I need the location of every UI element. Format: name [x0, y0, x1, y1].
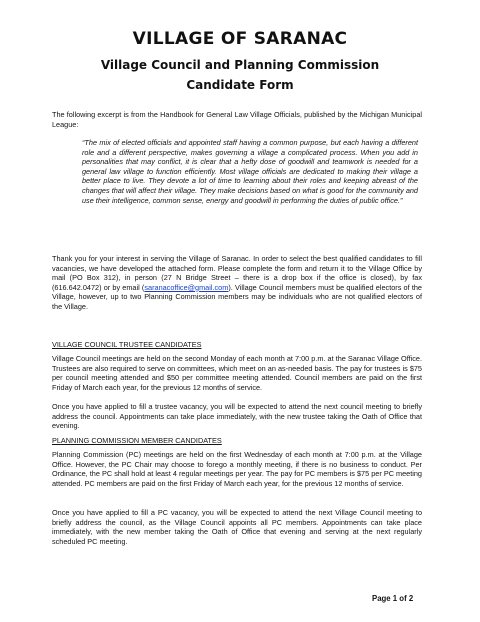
document-subtitle: Village Council and Planning Commission: [100, 58, 380, 72]
pc-meetings-paragraph: Planning Commission (PC) meetings are held on the first Wednesday of each month at 7:00 p.m. at the Village Office. However, the PC Chair may choose to forego a monthly meeting, if there is no business to conduct. Per Ordinance, the PC shall hold at least 4 regular meetings per year. The pay for PC members is $75 per PC meeting attended. PC members are paid on the first Friday of March each year, for the previous 12 months of service.: [52, 450, 422, 488]
trustee-application-paragraph: Once you have applied to fill a trustee vacancy, you will be expected to attend the next council meeting to briefly address the council. Appointments can take place immediately, with the new trustee taking the Oath of Office that evening.: [52, 402, 422, 431]
document-title: VILLAGE OF SARANAC: [132, 29, 348, 49]
handbook-quote: “The mix of elected officials and appointed staff having a common purpose, but each having a different role and a different perspective, makes governing a village a complicated process. When you add in personalities that may conflict, it is clear that a hefty dose of goodwill and teamwork is needed for a general law village to function efficiently. Most village officials are dedicated to making their village a better place to live. They devote a lot of time to learning about their roles and keeping abreast of the changes that will affect their village. They make decisions based on what is good for the community and use their intelligence, common sense, energy and goodwill in performing the duties of public office.”: [82, 138, 418, 205]
thanks-text-start: Thank you for your interest in serving the Village of Saranac. In order to select the best qualified candidates to fill vacancies, we have developed the attached form. Please complete the form and return it to the Village Office by mail (PO Box 312), in person (27 N Bridge Street – there is a drop box if the office is closed), by fax (616.642.0472) or by email (: [52, 254, 422, 292]
trustee-section-heading: VILLAGE COUNCIL TRUSTEE CANDIDATES: [52, 340, 202, 349]
trustee-meetings-paragraph: Village Council meetings are held on the second Monday of each month at 7:00 p.m. at the Saranac Village Office. Trustees are also required to serve on committees, which meet on an as-needed basis. The pay for trustees is $75 per council meeting attended and $50 per committee meeting attended. Council members are paid on the first Friday of March each year, for the previous 12 months of service.: [52, 354, 422, 392]
page-number: Page 1 of 2: [372, 594, 414, 603]
pc-application-paragraph: Once you have applied to fill a PC vacancy, you will be expected to attend the next Village Council meeting to briefly address the council, as the Village Council appoints all PC members. Appointments can take place immediately, with the new member taking the Oath of Office that evening and serving at the next regularly scheduled PC meeting.: [52, 508, 422, 546]
document-form-name: Candidate Form: [186, 78, 294, 92]
planning-commission-section-heading: PLANNING COMMISSION MEMBER CANDIDATES: [52, 436, 222, 445]
thanks-paragraph: [52, 254, 422, 312]
email-link[interactable]: saranacoffice@gmail.com: [144, 282, 229, 292]
intro-paragraph: The following excerpt is from the Handbook for General Law Village Officials, published by the Michigan Municipal League:: [52, 110, 422, 129]
thanks-text-end: ). Village Council members must be qualified electors of the Village, however, up to two Planning Commission members may be individuals who are not qualified electors of the Village.: [52, 282, 422, 311]
